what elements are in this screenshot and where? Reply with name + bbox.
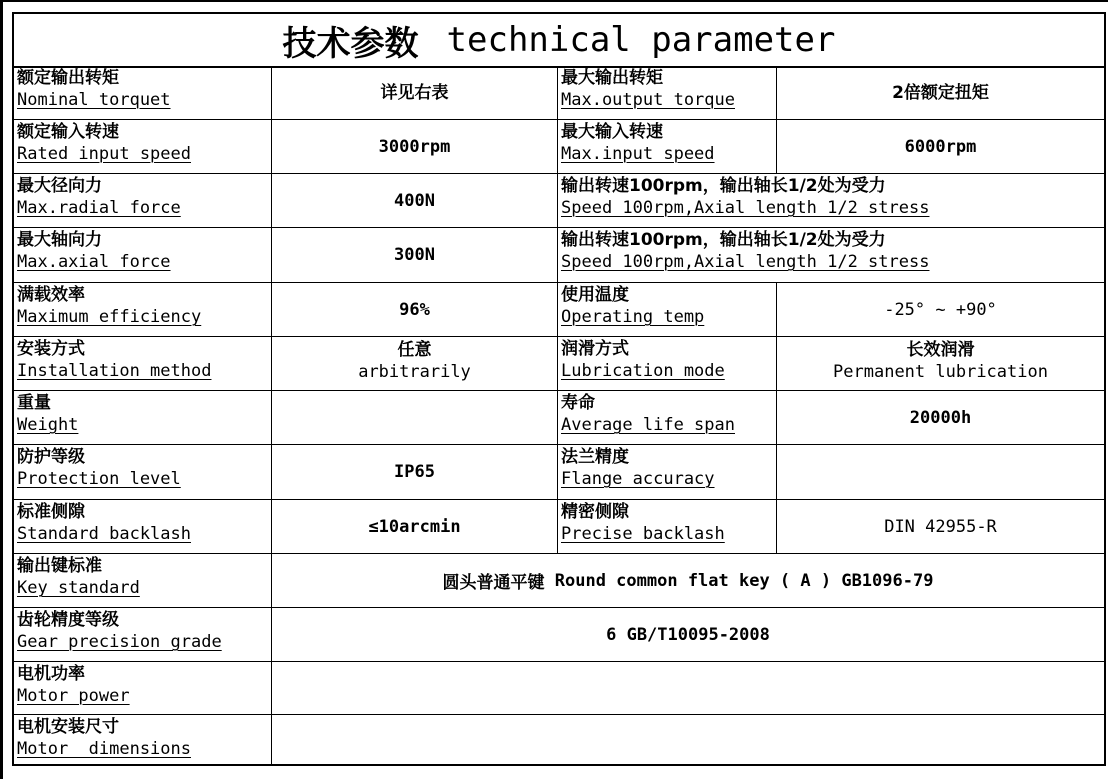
value-installation-method: 任意 arbitrarily xyxy=(272,337,558,391)
label-key-standard: 输出键标准 Key standard xyxy=(14,554,272,608)
value-life-span: 20000h xyxy=(777,391,1104,445)
value-protection-level: IP65 xyxy=(272,445,558,500)
value-flange-accuracy xyxy=(777,445,1104,500)
value-gear-precision-grade: 6 GB/T10095-2008 xyxy=(272,608,1104,662)
label-max-radial-force: 最大径向力 Max.radial force xyxy=(14,174,272,228)
label-installation-method: 安装方式 Installation method xyxy=(14,337,272,391)
label-protection-level: 防护等级 Protection level xyxy=(14,445,272,500)
title-zh: 技术参数 xyxy=(282,23,419,64)
value-precise-backlash: DIN 42955-R xyxy=(777,500,1104,554)
label-nominal-torque: 额定输出转矩 Nominal torquet xyxy=(14,66,272,120)
value-nominal-torque: 详见右表 xyxy=(272,66,558,120)
value-max-output-torque: 2倍额定扭矩 xyxy=(777,66,1104,120)
value-max-axial-force: 300N xyxy=(272,228,558,283)
label-motor-power: 电机功率 Motor power xyxy=(14,662,272,715)
value-max-efficiency: 96% xyxy=(272,283,558,337)
label-max-axial-force: 最大轴向力 Max.axial force xyxy=(14,228,272,283)
label-weight: 重量 Weight xyxy=(14,391,272,445)
note-axial-force: 输出转速100rpm，输出轴长1/2处为受力 Speed 100rpm,Axial length 1/2 stress xyxy=(558,228,1104,283)
label-operating-temp: 使用温度 Operating temp xyxy=(558,283,777,337)
label-max-output-torque: 最大输出转矩 Max.output torque xyxy=(558,66,777,120)
label-flange-accuracy: 法兰精度 Flange accuracy xyxy=(558,445,777,500)
value-max-radial-force: 400N xyxy=(272,174,558,228)
page-edge-top xyxy=(0,0,1108,2)
page-edge xyxy=(0,0,3,779)
value-weight xyxy=(272,391,558,445)
title-en: technical parameter xyxy=(446,20,836,60)
value-rated-input-speed: 3000rpm xyxy=(272,120,558,174)
label-motor-dimensions: 电机安装尺寸 Motor dimensions xyxy=(14,715,272,764)
label-gear-precision-grade: 齿轮精度等级 Gear precision grade xyxy=(14,608,272,662)
label-max-input-speed: 最大输入转速 Max.input speed xyxy=(558,120,777,174)
value-lubrication-mode: 长效润滑 Permanent lubrication xyxy=(777,337,1104,391)
value-motor-power xyxy=(272,662,1104,715)
value-max-input-speed: 6000rpm xyxy=(777,120,1104,174)
value-motor-dimensions xyxy=(272,715,1104,764)
label-life-span: 寿命 Average life span xyxy=(558,391,777,445)
label-lubrication-mode: 润滑方式 Lubrication mode xyxy=(558,337,777,391)
label-precise-backlash: 精密侧隙 Precise backlash xyxy=(558,500,777,554)
value-standard-backlash: ≤10arcmin xyxy=(272,500,558,554)
value-operating-temp: -25° ~ +90° xyxy=(777,283,1104,337)
note-radial-force: 输出转速100rpm，输出轴长1/2处为受力 Speed 100rpm,Axial length 1/2 stress xyxy=(558,174,1104,228)
value-key-standard: 圆头普通平键 Round common flat key ( A ) GB1096-79 xyxy=(272,554,1104,608)
label-max-efficiency: 满载效率 Maximum efficiency xyxy=(14,283,272,337)
parameter-sheet xyxy=(12,12,1106,766)
sheet-title xyxy=(14,14,1104,68)
label-rated-input-speed: 额定输入转速 Rated input speed xyxy=(14,120,272,174)
label-standard-backlash: 标准侧隙 Standard backlash xyxy=(14,500,272,554)
